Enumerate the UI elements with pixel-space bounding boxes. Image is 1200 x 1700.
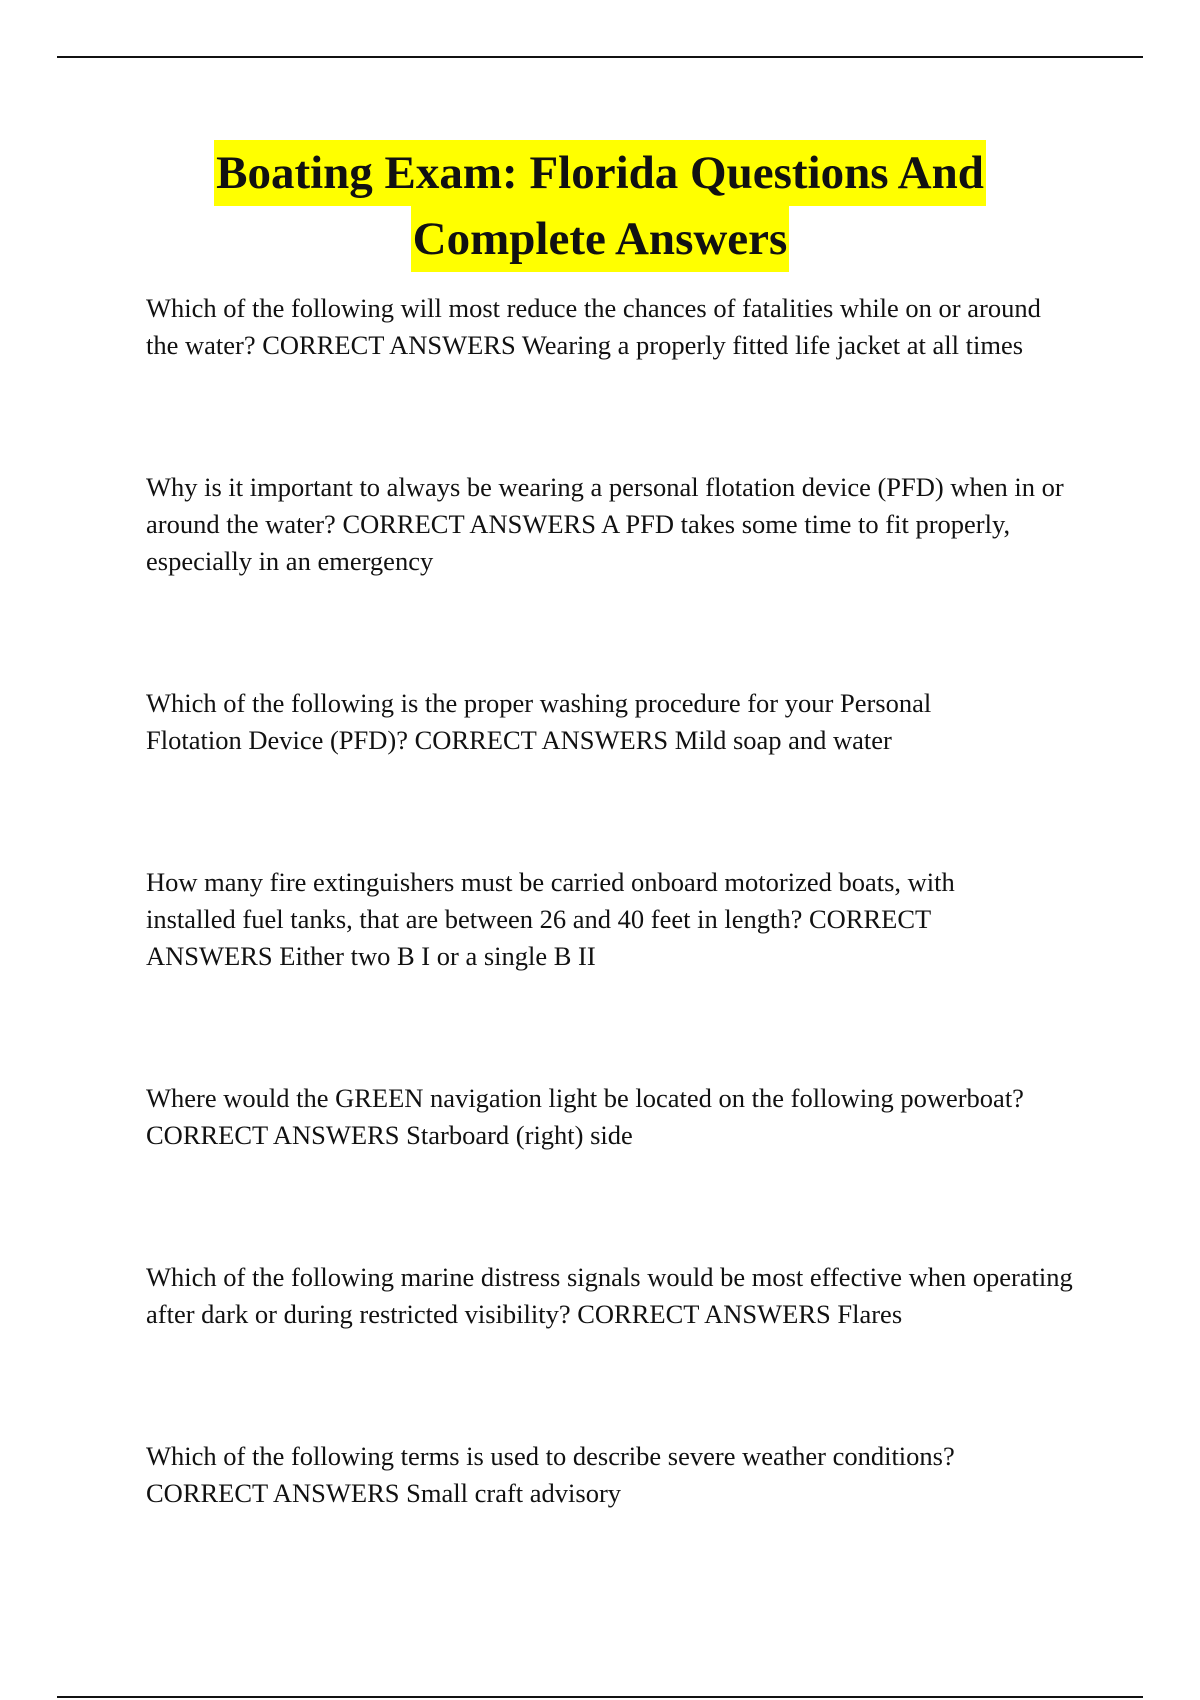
bottom-divider <box>57 1696 1143 1698</box>
qa-item-5: Where would the GREEN navigation light be located on the following powerboat? CORRECT ANSWERS Starboard (right) side <box>146 1083 1024 1150</box>
qa-item-4: How many fire extinguishers must be carried onboard motorized boats, with installed fuel tanks, that are between 26 and 40 feet in length? CORRECT ANSWERS Either two B I or a single B II <box>146 867 955 971</box>
qa-item-7: Which of the following terms is used to describe severe weather conditions? CORRECT ANSWERS Small craft advisory <box>146 1441 955 1508</box>
question-answer-list <box>146 290 1091 1512</box>
qa-item-6: Which of the following marine distress signals would be most effective when operating after dark or during restricted visibility? CORRECT ANSWERS Flares <box>146 1262 1073 1329</box>
qa-item-2: Why is it important to always be wearing a personal flotation device (PFD) when in or around the water? CORRECT ANSWERS A PFD takes some time to fit properly, especially in an emergency <box>146 472 1064 576</box>
title-line-2: Complete Answers <box>411 206 790 272</box>
qa-item-3: Which of the following is the proper washing procedure for your Personal Flotation Device (PFD)? CORRECT ANSWERS Mild soap and water <box>146 688 932 755</box>
qa-item-1: Which of the following will most reduce the chances of fatalities while on or around the water? CORRECT ANSWERS Wearing a properly fitted life jacket at all times <box>146 293 1041 360</box>
document-title <box>100 140 1100 272</box>
title-line-1: Boating Exam: Florida Questions And <box>214 140 986 206</box>
top-divider <box>57 56 1143 58</box>
